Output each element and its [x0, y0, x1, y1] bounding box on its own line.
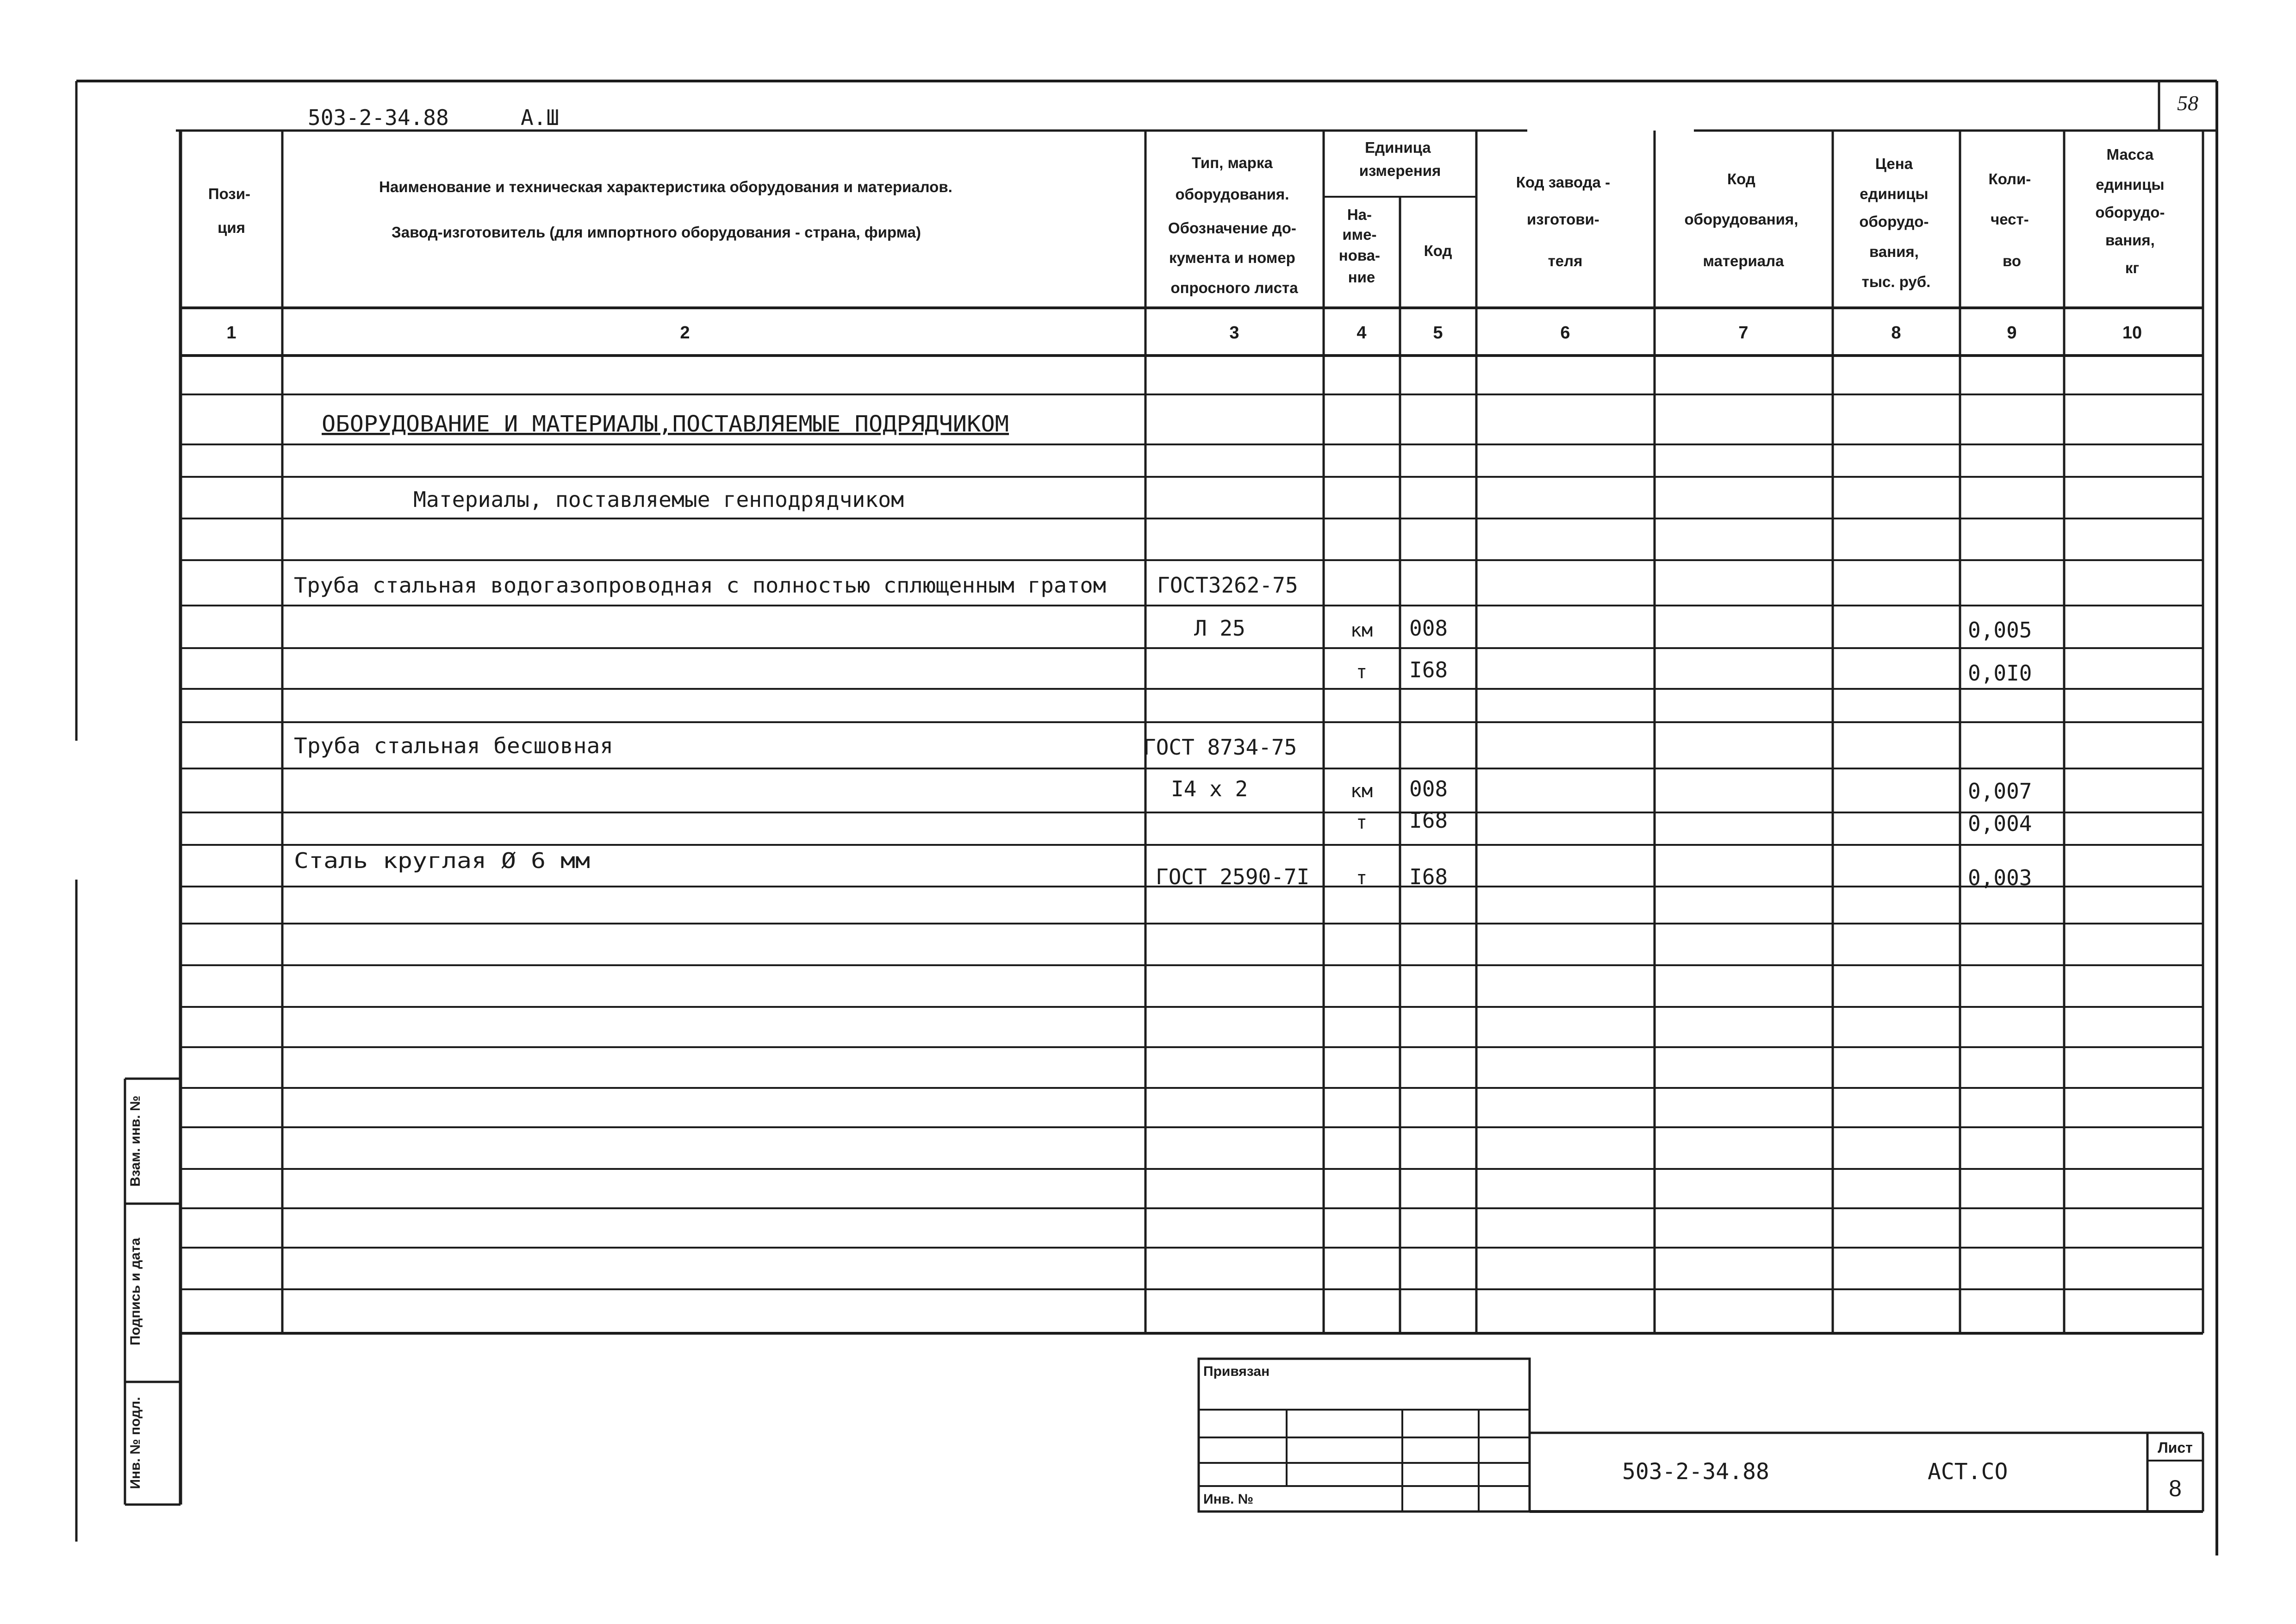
row-lines	[180, 394, 2203, 1289]
col-number: 8	[1891, 323, 1901, 343]
col-plant-code-header-line: Код завода -	[1516, 174, 1611, 191]
col-number: 9	[2007, 323, 2017, 343]
col-plant-code-header-line: теля	[1548, 252, 1583, 269]
col-position-header	[208, 185, 255, 236]
item-unit-code: 008	[1409, 616, 1448, 641]
col-position-header-line: Пози-	[208, 185, 250, 202]
col-price-header-line: тыс. руб.	[1861, 273, 1931, 290]
item-name: Труба стальная бесшовная	[294, 733, 613, 758]
item-unit: км	[1350, 620, 1373, 641]
col-number: 6	[1560, 323, 1570, 343]
col-equipment-code-header-line: оборудования,	[1684, 211, 1798, 228]
item-quantity: 0,007	[1968, 779, 2032, 804]
col-unit-name-header-line: име-	[1342, 226, 1377, 243]
subsection-title: Материалы, поставляемые генподрядчиком	[413, 487, 904, 512]
col-equipment-code-header-line: материала	[1703, 252, 1784, 269]
item-size: Л 25	[1194, 616, 1245, 641]
item-name: Труба стальная водогазопроводная с полностью сплющенным гратом	[294, 573, 1106, 598]
col-quantity-header-line: чест-	[1991, 211, 2029, 228]
col-name-header-line: Завод-изготовитель (для импортного оборудования - страна, фирма)	[392, 224, 921, 241]
document-code: 503-2-34.88	[308, 105, 449, 130]
col-number: 4	[1356, 323, 1367, 343]
col-number: 7	[1738, 323, 1748, 343]
col-plant-code-header-line: изготови-	[1527, 211, 1599, 228]
col-type-header	[1168, 154, 1300, 296]
item-quantity: 0,0I0	[1968, 661, 2032, 686]
item-quantity: 0,004	[1968, 811, 2032, 836]
item-unit: т	[1356, 662, 1368, 683]
column-headers	[208, 139, 2169, 296]
item-unit: т	[1356, 868, 1368, 889]
col-price-header-line: вания,	[1869, 243, 1919, 260]
sheet-number: 58	[2177, 91, 2198, 115]
col-type-header-line: оборудования.	[1175, 186, 1289, 203]
item-unit-code: I68	[1409, 808, 1448, 833]
ruling-lines	[76, 81, 2217, 1555]
col-price-header-line: единицы	[1860, 185, 1929, 202]
item-quantity: 0,003	[1968, 865, 2032, 890]
attached-label: Привязан	[1203, 1364, 1270, 1379]
col-number: 5	[1433, 323, 1443, 343]
col-mass-header-line: вания,	[2105, 231, 2155, 249]
item-name: Сталь круглая Ø 6 мм	[294, 848, 590, 873]
col-mass-header-line: единицы	[2096, 176, 2165, 193]
col-type-header-line: кумента и номер	[1169, 249, 1295, 266]
album-code: А.Ш	[521, 105, 560, 130]
column-number-row	[226, 323, 2142, 343]
col-equipment-code-header-line: Код	[1727, 170, 1755, 187]
sheet-label: Лист	[2158, 1439, 2193, 1456]
col-type-header-line: Обозначение до-	[1168, 219, 1296, 237]
col-unit-name-header	[1339, 206, 1384, 286]
col-equipment-code-header	[1684, 170, 1802, 269]
col-type-header-line: Тип, марка	[1192, 154, 1273, 171]
col-unit-header-line: измерения	[1359, 162, 1441, 179]
item-unit-code: 008	[1409, 776, 1448, 801]
side-stamp-replace-inv: Взам. инв. №	[128, 1095, 143, 1187]
col-number: 10	[2122, 323, 2142, 343]
item-quantity: 0,005	[1968, 618, 2032, 643]
title-mark: АСТ.СО	[1928, 1459, 2008, 1485]
side-stamp	[128, 1096, 143, 1489]
item-document: ГОСТ 2590-7I	[1156, 864, 1310, 889]
title-document-code: 503-2-34.88	[1622, 1459, 1769, 1485]
col-mass-header-line: Масса	[2106, 146, 2154, 163]
sheet-no: 8	[2169, 1475, 2182, 1501]
col-number: 1	[226, 323, 236, 343]
side-stamp-inv-no: Инв. № подл.	[128, 1397, 143, 1489]
col-mass-header-line: оборудо-	[2095, 204, 2165, 221]
col-name-header-line: Наименование и техническая характеристика оборудования и материалов.	[379, 178, 952, 195]
item-unit: т	[1356, 812, 1368, 833]
col-mass-header-line: кг	[2125, 259, 2140, 276]
col-number: 3	[1229, 323, 1239, 343]
col-unit-header	[1359, 139, 1441, 179]
col-unit-header-line: Единица	[1365, 139, 1431, 156]
col-quantity-header-line: во	[2002, 252, 2022, 269]
col-plant-code-header	[1516, 174, 1615, 269]
side-stamp-sign-date: Подпись и дата	[128, 1237, 143, 1346]
col-price-header-line: оборудо-	[1859, 213, 1929, 230]
col-name-header	[379, 178, 957, 241]
col-unit-name-header-line: ние	[1348, 269, 1375, 286]
col-unit-name-header-line: нова-	[1338, 247, 1381, 264]
col-position-header-line: ция	[218, 219, 245, 236]
inventory-label: Инв. №	[1203, 1492, 1254, 1507]
item-size: I4 х 2	[1171, 776, 1248, 801]
col-unit-name-header-line: На-	[1347, 206, 1372, 223]
item-document: ГОСТ 8734-75	[1143, 735, 1297, 760]
item-unit-code: I68	[1409, 657, 1448, 682]
item-document: ГОСТ3262-75	[1157, 573, 1298, 598]
col-unit-code-header: Код	[1424, 242, 1452, 259]
title-block-lines	[1199, 1359, 2203, 1512]
col-type-header-line: опросного листа	[1170, 279, 1298, 296]
col-price-header	[1859, 155, 1933, 290]
col-quantity-header-line: Коли-	[1988, 170, 2031, 187]
col-price-header-line: Цена	[1875, 155, 1913, 172]
table-body	[294, 411, 2032, 890]
col-mass-header	[2095, 146, 2169, 276]
col-number: 2	[680, 323, 690, 343]
item-unit: км	[1350, 781, 1373, 802]
section-title: ОБОРУДОВАНИЕ И МАТЕРИАЛЫ,ПОСТАВЛЯЕМЫЕ ПОДРЯДЧИКОМ	[322, 411, 1009, 437]
item-unit-code: I68	[1409, 864, 1448, 889]
col-quantity-header	[1989, 170, 2035, 269]
